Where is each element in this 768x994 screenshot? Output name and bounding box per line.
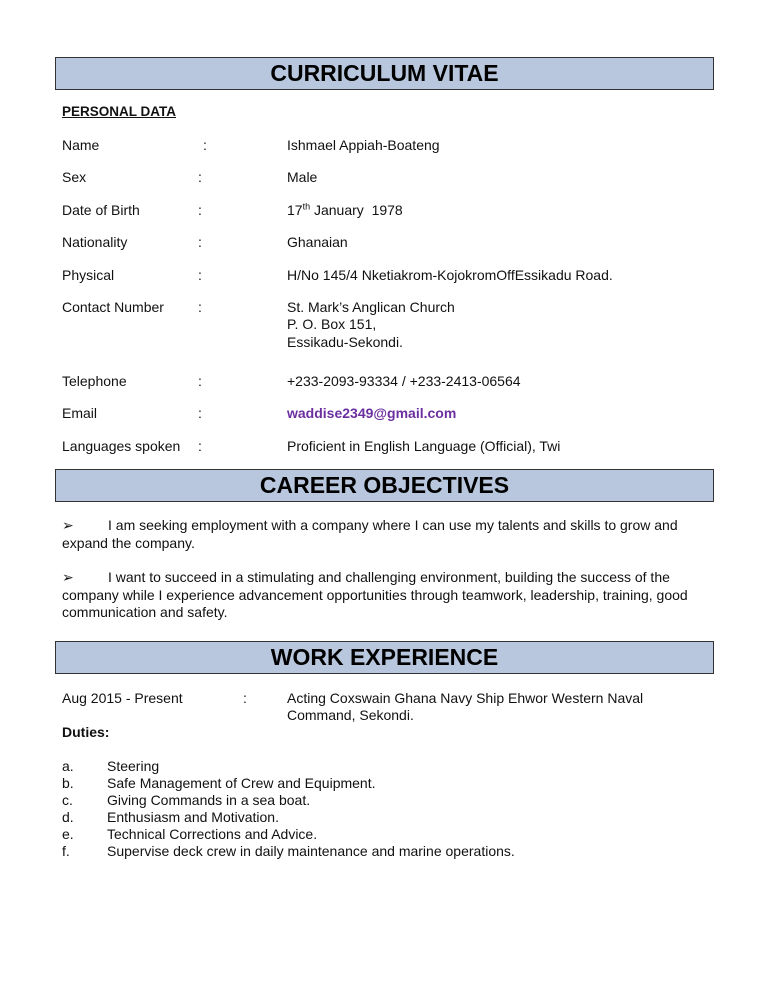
career-objective-text: I want to succeed in a stimulating and challenging environment, building the success of the company while I experience advancement opportunities through teamwork, leadership, training, good communication and safety. <box>62 569 688 620</box>
field-colon: : <box>203 137 207 153</box>
career-objectives-banner: CAREER OBJECTIVES <box>55 469 714 502</box>
field-label: Physical <box>62 267 115 283</box>
duty-item: Giving Commands in a sea boat. <box>107 792 311 808</box>
field-colon: : <box>198 405 202 421</box>
contact-line-1: St. Mark’s Anglican Church <box>287 299 455 315</box>
personal-data-heading: PERSONAL DATA <box>62 104 177 119</box>
field-value: Proficient in English Language (Official), Twi <box>287 438 561 454</box>
duty-item: Technical Corrections and Advice. <box>107 826 318 842</box>
dob-rest: January 1978 <box>310 202 403 218</box>
field-label: Languages spoken <box>62 438 181 454</box>
duty-marker: a. <box>62 758 74 774</box>
field-colon: : <box>198 267 202 283</box>
field-colon: : <box>198 202 202 218</box>
field-value: Ishmael Appiah-Boateng <box>287 137 440 153</box>
field-label: Telephone <box>62 373 127 389</box>
duty-marker: b. <box>62 775 74 791</box>
duty-item: Safe Management of Crew and Equipment. <box>107 775 376 791</box>
field-label: Nationality <box>62 234 128 250</box>
work-period: Aug 2015 - Present <box>62 690 183 706</box>
contact-line-3: Essikadu-Sekondi. <box>287 334 403 350</box>
field-value: Male <box>287 169 318 185</box>
arrow-bullet-icon: ➢ <box>62 569 74 585</box>
field-label: Date of Birth <box>62 202 140 218</box>
field-colon: : <box>198 299 202 315</box>
email-link[interactable]: waddise2349@gmail.com <box>287 405 457 421</box>
field-colon: : <box>198 438 202 454</box>
field-value <box>287 202 403 219</box>
field-label: Email <box>62 405 98 421</box>
career-objective-text: I am seeking employment with a company where I can use my talents and skills to grow and expand the company. <box>62 517 678 551</box>
duty-marker: e. <box>62 826 74 842</box>
cv-title-banner: CURRICULUM VITAE <box>55 57 714 90</box>
duties-heading: Duties: <box>62 724 110 740</box>
career-objective-item <box>62 517 712 552</box>
field-label: Sex <box>62 169 87 185</box>
duty-item: Steering <box>107 758 160 774</box>
work-experience-banner: WORK EXPERIENCE <box>55 641 714 674</box>
field-colon: : <box>198 169 202 185</box>
career-objective-item <box>62 569 712 622</box>
duty-item: Enthusiasm and Motivation. <box>107 809 279 825</box>
work-colon: : <box>243 690 247 706</box>
duty-marker: f. <box>62 843 70 859</box>
field-value: H/No 145/4 Nketiakrom-KojokromOffEssikadu Road. <box>287 267 613 283</box>
dob-day: 17 <box>287 202 303 218</box>
work-position-line-2: Command, Sekondi. <box>287 707 414 723</box>
dob-suffix: th <box>302 201 311 212</box>
duty-item: Supervise deck crew in daily maintenance and marine operations. <box>107 843 515 859</box>
field-label: Name <box>62 137 100 153</box>
arrow-bullet-icon: ➢ <box>62 517 74 533</box>
field-colon: : <box>198 373 202 389</box>
contact-line-2: P. O. Box 151, <box>287 316 377 332</box>
field-value: Ghanaian <box>287 234 348 250</box>
field-label: Contact Number <box>62 299 164 315</box>
duty-marker: d. <box>62 809 74 825</box>
work-position-line-1: Acting Coxswain Ghana Navy Ship Ehwor Western Naval <box>287 690 644 706</box>
field-value: +233-2093-93334 / +233-2413-06564 <box>287 373 521 389</box>
duty-marker: c. <box>62 792 73 808</box>
field-colon: : <box>198 234 202 250</box>
